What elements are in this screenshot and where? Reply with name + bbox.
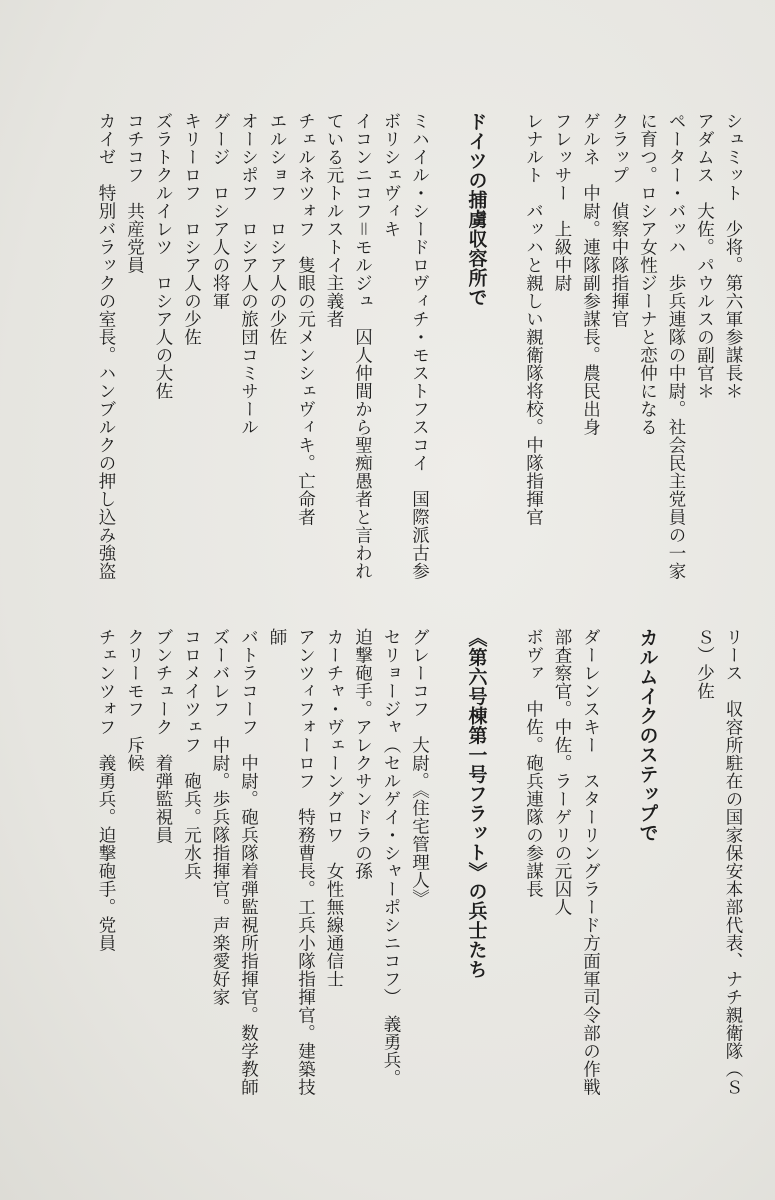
entry-line: リース 収容所駐在の国家保安本部代表、ナチ親衛隊（Ｓ	[723, 628, 743, 1096]
entry-line: グージ ロシア人の将軍	[210, 112, 230, 310]
entry-line: ボリシェヴィキ	[381, 112, 401, 238]
entry-line: クラップ 偵察中隊指揮官	[609, 112, 629, 328]
entry-line: コロメイツェフ 砲兵。元水兵	[181, 628, 202, 880]
entry-line: オーシポフ ロシア人の旅団コミサール	[238, 112, 259, 436]
entry-line: ボヴァ 中佐。砲兵連隊の参謀長	[523, 628, 544, 898]
entry-line: ダーレンスキー スターリングラード方面軍司令部の作戦	[580, 628, 601, 1096]
bottom-section	[92, 628, 748, 1128]
entry-line: キリーロフ ロシア人の少佐	[181, 112, 202, 346]
entry-line: アダムス 大佐。パウルスの副官＊	[694, 112, 715, 400]
entry-line: ペーター・バッハ 歩兵連隊の中尉。社会民主党員の一家	[666, 112, 686, 580]
entry-line: に育つ。ロシア女性ジーナと恋仲になる	[637, 112, 658, 436]
section-heading: ドイツの捕虜収容所で	[465, 112, 488, 307]
entry-line: ゲルネ 中尉。連隊副参謀長。農民出身	[580, 112, 601, 436]
entry-line: グレーコフ 大尉。《住宅管理人》	[409, 628, 430, 908]
entry-line: Ｓ）少佐	[694, 628, 715, 700]
entry-line: 部査察官。中佐。ラーゲリの元囚人	[552, 628, 572, 916]
top-section	[92, 112, 748, 592]
entry-line: イコンニコフ＝モルジュ 囚人仲間から聖痴愚者と言われ	[352, 112, 373, 580]
entry-line: チェンツォフ 義勇兵。迫撃砲手。党員	[96, 628, 116, 952]
entry-line: 迫撃砲手。アレクサンドラの孫	[352, 628, 373, 880]
blank-line	[662, 628, 691, 1128]
blank-line	[434, 628, 463, 1128]
entry-line: エルショフ ロシア人の少佐	[267, 112, 287, 346]
blank-line	[491, 628, 520, 1128]
entry-line: バトラコーフ 中尉。砲兵隊着弾監視所指揮官。数学教師	[238, 628, 259, 1096]
blank-line	[605, 628, 634, 1128]
section-heading: カルムイクのステップで	[636, 628, 659, 843]
entry-line: コチコフ 共産党員	[124, 112, 145, 274]
entry-line: アンツィフォーロフ 特務曹長。工兵小隊指揮官。建築技	[295, 628, 316, 1096]
entry-line: フレッサー 上級中尉	[552, 112, 572, 292]
entry-line: カイゼ 特別バラックの室長。ハンブルクの押し込み強盗	[96, 112, 116, 580]
entry-line: レナルト バッハと親しい親衛隊将校。中隊指揮官	[523, 112, 544, 526]
entry-line: ブンチューク 着弾監視員	[153, 628, 173, 844]
blank-line	[434, 112, 463, 592]
section-heading: 《第六号棟第一号フラット》の兵士たち	[465, 628, 488, 979]
entry-line: クリーモフ 斥候	[124, 628, 145, 772]
blank-line	[491, 112, 520, 592]
entry-line: ミハイル・シードロヴィチ・モストフスコイ 国際派古参	[409, 112, 430, 580]
entry-line: ズーバレフ 中尉。歩兵隊指揮官。声楽愛好家	[210, 628, 230, 1006]
entry-line: セリョージャ（セルゲイ・シャーポシニコフ） 義勇兵。	[381, 628, 401, 1088]
entry-line: チェルネツォフ 隻眼の元メンシェヴィキ。亡命者	[295, 112, 316, 526]
entry-line: ている元トルストイ主義者	[324, 112, 344, 328]
entry-line: カーチャ・ヴェーングロワ 女性無線通信士	[324, 628, 344, 988]
entry-line: シュミット 少将。第六軍参謀長＊	[723, 112, 743, 400]
entry-line: ズラトクルイレツ ロシア人の大佐	[153, 112, 173, 400]
entry-line: 師	[267, 628, 287, 646]
